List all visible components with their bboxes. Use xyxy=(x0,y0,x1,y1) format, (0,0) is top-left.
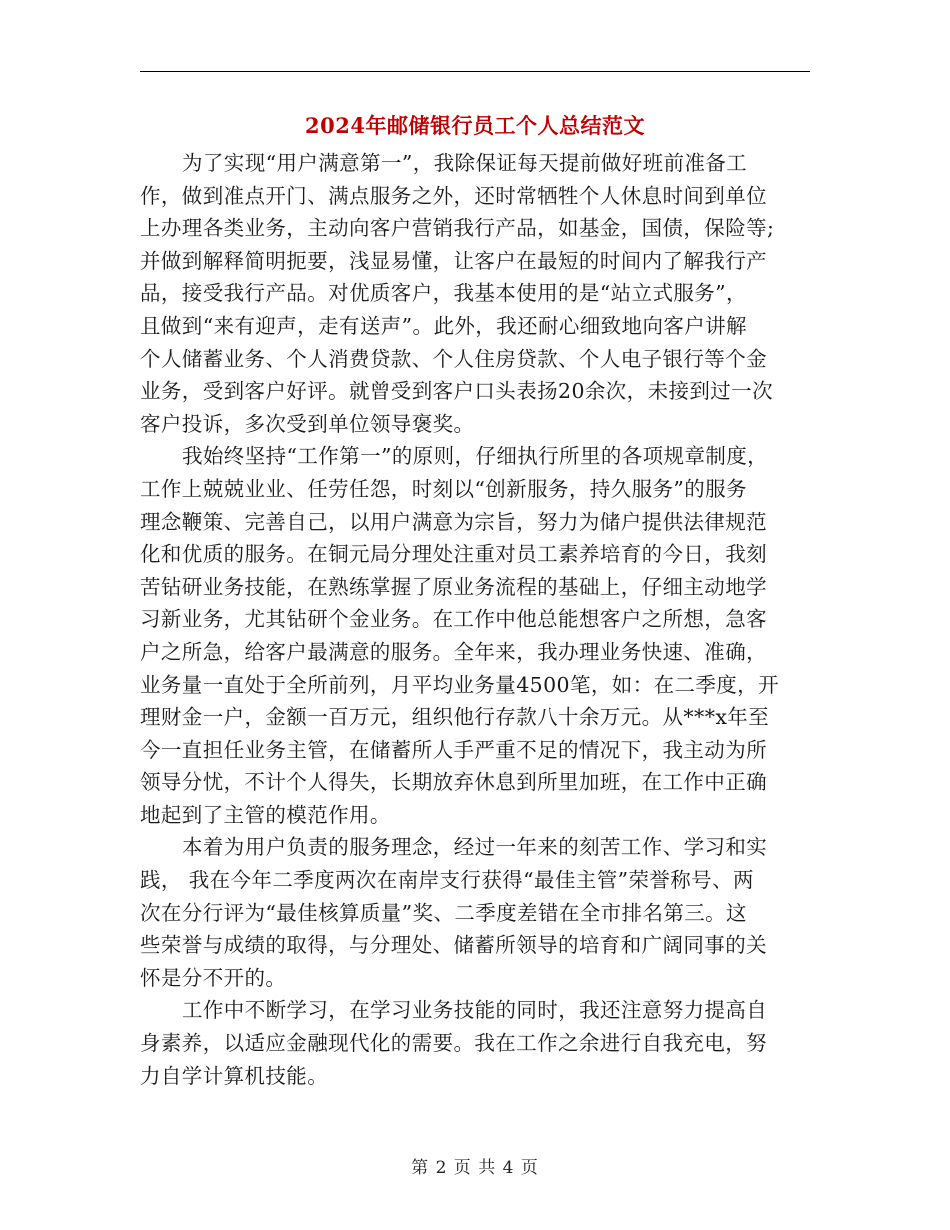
text-line: 怀是分不开的。 xyxy=(140,965,287,990)
text-line: 且做到“来有迎声，走有送声”。此外，我还耐心细致地向客户讲解 xyxy=(140,313,747,338)
text-line: 业务量一直处于全所前列，月平均业务量4500笔，如：在二季度，开 xyxy=(140,672,779,697)
text-line: 户之所急，给客户最满意的服务。全年来，我办理业务快速、准确， xyxy=(140,639,767,664)
paragraph-1 xyxy=(140,147,810,440)
text-line: 力自学计算机技能。 xyxy=(140,1063,329,1088)
text-line: 工作中不断学习，在学习业务技能的同时，我还注意努力提高自 xyxy=(182,998,768,1023)
document-body xyxy=(140,147,810,1092)
text-line: 并做到解释简明扼要，浅显易懂，让客户在最短的时间内了解我行产 xyxy=(140,248,767,273)
text-line: 地起到了主管的模范作用。 xyxy=(140,802,391,827)
page-footer: 第 2 页 共 4 页 xyxy=(411,1158,539,1178)
text-line: 习新业务，尤其钻研个金业务。在工作中他总能想客户之所想，急客 xyxy=(140,607,767,632)
text-line: 些荣誉与成绩的取得，与分理处、储蓄所领导的培育和广阔同事的关 xyxy=(140,933,767,958)
text-line: 上办理各类业务，主动向客户营销我行产品，如基金，国债，保险等; xyxy=(140,216,775,241)
text-line: 践， 我在今年二季度两次在南岸支行获得“最佳主管”荣誉称号、两 xyxy=(140,868,754,893)
text-line: 客户投诉，多次受到单位领导褒奖。 xyxy=(140,411,475,436)
paragraph-2 xyxy=(140,440,810,831)
text-line: 为了实现“用户满意第一”，我除保证每天提前做好班前准备工 xyxy=(182,151,748,175)
text-line: 我始终坚持“工作第一”的原则，仔细执行所里的各项规章制度， xyxy=(182,444,769,469)
text-line: 本着为用户负责的服务理念，经过一年来的刻苦工作、学习和实 xyxy=(182,835,768,860)
text-line: 理财金一户，金额一百万元，组织他行存款八十余万元。从***x年至 xyxy=(140,705,770,730)
text-line: 理念鞭策、完善自己，以用户满意为宗旨，努力为储户提供法律规范 xyxy=(140,509,767,534)
text-line: 今一直担任业务主管，在储蓄所人手严重不足的情况下，我主动为所 xyxy=(140,737,767,762)
text-line: 工作上兢兢业业、任劳任怨，时刻以“创新服务，持久服务”的服务 xyxy=(140,476,747,501)
text-line: 次在分行评为“最佳核算质量”奖、二季度差错在全市排名第三。这 xyxy=(140,900,747,925)
text-line: 作，做到准点开门、满点服务之外，还时常牺牲个人休息时间到单位 xyxy=(140,183,767,208)
text-line: 领导分忧，不计个人得失，长期放弃休息到所里加班，在工作中正确 xyxy=(140,770,767,795)
text-line: 业务，受到客户好评。就曾受到客户口头表扬20余次，未接到过一次 xyxy=(140,379,773,404)
text-line: 苦钻研业务技能，在熟练掌握了原业务流程的基础上，仔细主动地学 xyxy=(140,574,767,599)
text-line: 身素养，以适应金融现代化的需要。我在工作之余进行自我充电，努 xyxy=(140,1031,767,1056)
text-line: 品，接受我行产品。对优质客户，我基本使用的是“站立式服务”， xyxy=(140,281,747,306)
text-line: 化和优质的服务。在铜元局分理处注重对员工素养培育的今日，我刻 xyxy=(140,542,767,567)
text-line: 个人储蓄业务、个人消费贷款、个人住房贷款、个人电子银行等个金 xyxy=(140,346,767,371)
paragraph-3 xyxy=(140,831,810,994)
document-title: 2024年邮储银行员工个人总结范文 xyxy=(305,113,645,138)
paragraph-4 xyxy=(140,994,810,1092)
header-rule xyxy=(140,71,810,72)
